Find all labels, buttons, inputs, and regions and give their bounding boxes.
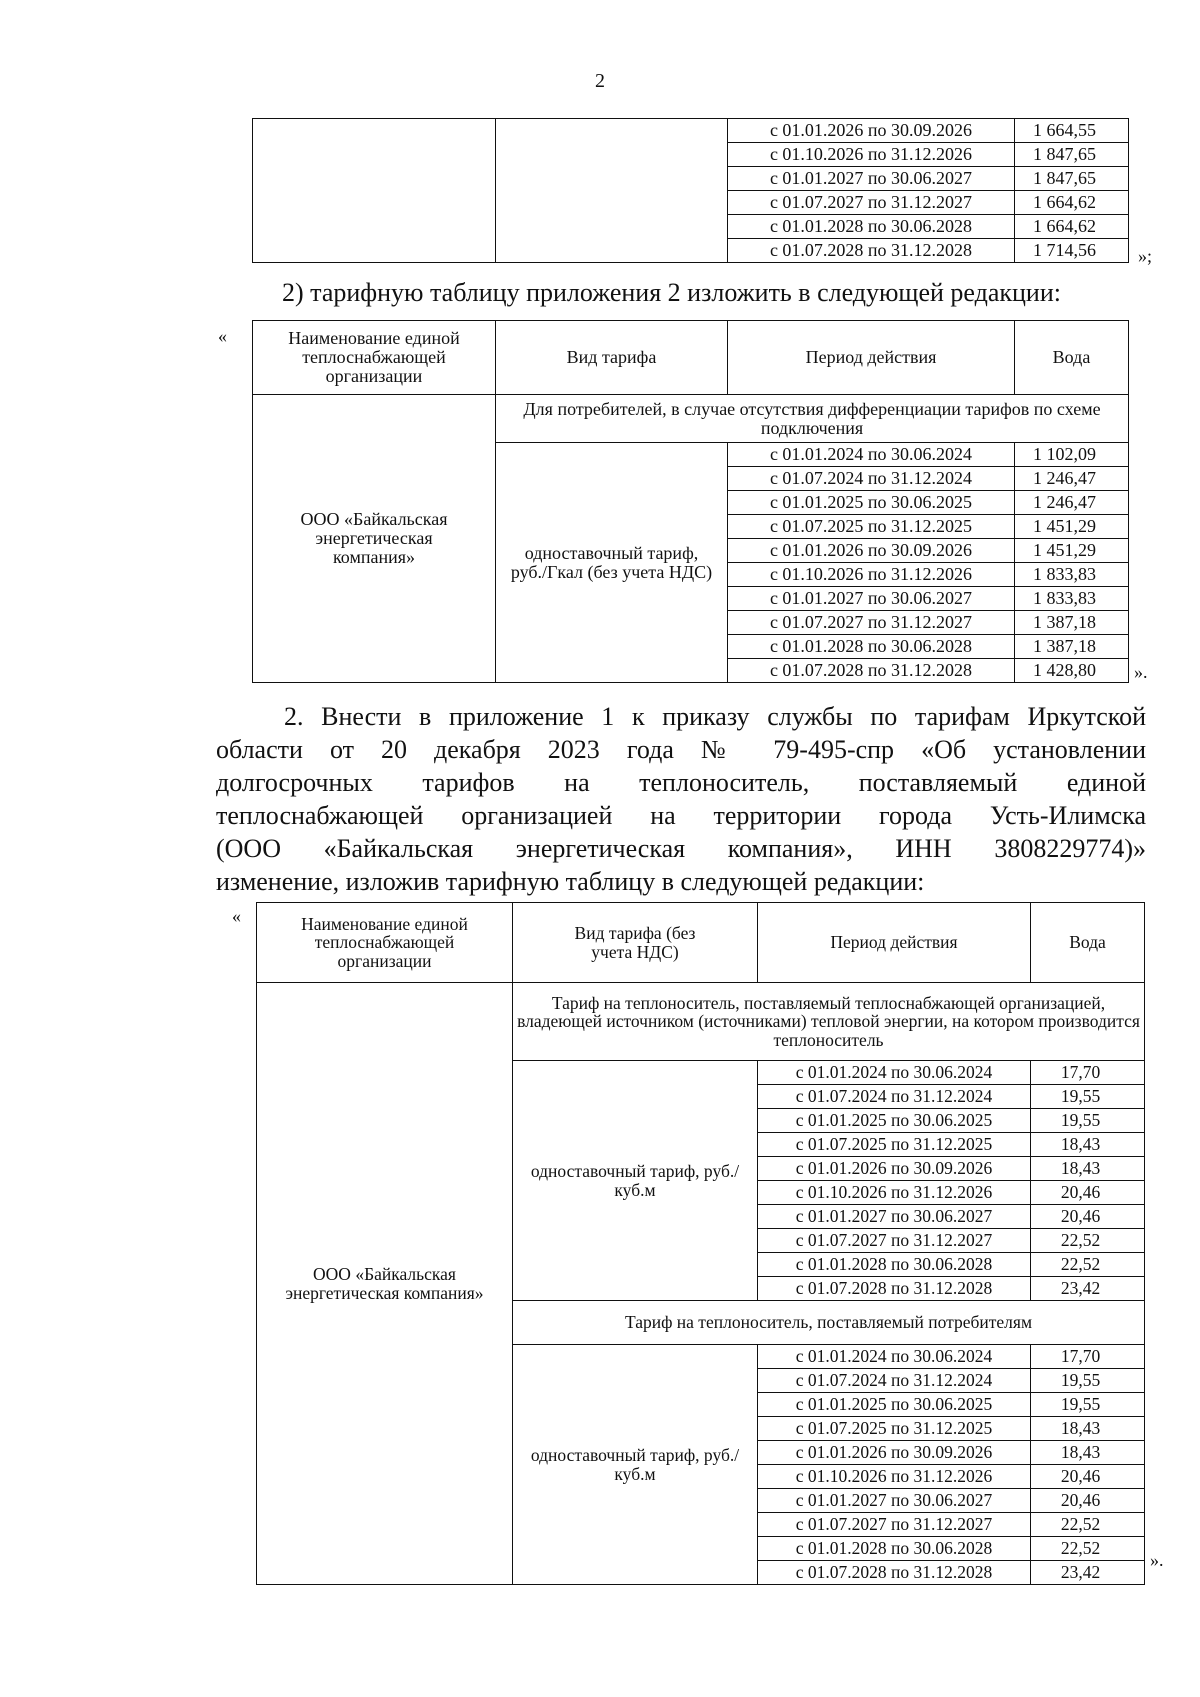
table2-value: 1 387,18 — [1015, 635, 1129, 659]
table2-value: 1 387,18 — [1015, 611, 1129, 635]
table1-value: 1 847,65 — [1015, 143, 1129, 167]
table3-period: с 01.07.2025 по 31.12.2025 — [758, 1417, 1031, 1441]
table2-header-tariff-type: Вид тарифа — [496, 321, 728, 395]
table3-header-tariff-type: Вид тарифа (без учета НДС) — [513, 903, 758, 983]
table1-body — [253, 119, 1129, 263]
table3-section-1-title: Тариф на теплоноситель, поставляемый теплоснабжающей организацией, владеющей источником (источниками) тепловой энергии, на котором производится теплоноситель — [513, 983, 1145, 1061]
paragraph-2-line: теплоснабжающей организацией на территории города Усть-Илимска — [216, 801, 1146, 830]
table3-period: с 01.01.2027 по 30.06.2027 — [758, 1489, 1031, 1513]
table3-org-name: ООО «Байкальская энергетическая компания» — [257, 983, 513, 1585]
table3-period: с 01.07.2024 по 31.12.2024 — [758, 1085, 1031, 1109]
table3-period: с 01.01.2026 по 30.09.2026 — [758, 1441, 1031, 1465]
table3-tariff-type-2: одноставочный тариф, руб./куб.м — [513, 1345, 758, 1585]
table2-org-name: ООО «Байкальская энергетическая компания» — [253, 395, 496, 683]
table3-period: с 01.01.2028 по 30.06.2028 — [758, 1537, 1031, 1561]
table2-period: с 01.10.2026 по 31.12.2026 — [728, 563, 1015, 587]
table2-period: с 01.07.2025 по 31.12.2025 — [728, 515, 1015, 539]
table1-org-cell — [253, 119, 496, 263]
table2-period: с 01.07.2028 по 31.12.2028 — [728, 659, 1015, 683]
table2-section-title: Для потребителей, в случае отсутствия дифференциации тарифов по схеме подключения — [496, 395, 1129, 443]
tariff-table-2 — [252, 320, 1129, 683]
table2-period: с 01.07.2027 по 31.12.2027 — [728, 611, 1015, 635]
table3-value: 22,52 — [1031, 1513, 1145, 1537]
table1-value: 1 664,62 — [1015, 191, 1129, 215]
paragraph-2-line: 2. Внести в приложение 1 к приказу службы по тарифам Иркутской — [284, 702, 1146, 731]
table3-period: с 01.01.2024 по 30.06.2024 — [758, 1061, 1031, 1085]
table3-period: с 01.01.2025 по 30.06.2025 — [758, 1393, 1031, 1417]
table3-header-period: Период действия — [758, 903, 1031, 983]
table1-tariff-cell — [496, 119, 728, 263]
table3-period: с 01.01.2027 по 30.06.2027 — [758, 1205, 1031, 1229]
table3-tariff-type-1: одноставочный тариф, руб./куб.м — [513, 1061, 758, 1301]
paragraph-2-line: изменение, изложив тарифную таблицу в следующей редакции: — [216, 867, 925, 896]
table1-value: 1 664,55 — [1015, 119, 1129, 143]
table3-value: 20,46 — [1031, 1205, 1145, 1229]
table3-value: 19,55 — [1031, 1393, 1145, 1417]
tariff-table-3 — [256, 902, 1145, 1585]
table1-value: 1 847,65 — [1015, 167, 1129, 191]
table3-value: 22,52 — [1031, 1229, 1145, 1253]
table2-period: с 01.01.2028 по 30.06.2028 — [728, 635, 1015, 659]
table2-closing-quote: ». — [1134, 662, 1148, 682]
table3-value: 17,70 — [1031, 1345, 1145, 1369]
page-number: 2 — [595, 70, 605, 92]
item2-heading: 2) тарифную таблицу приложения 2 изложить в следующей редакции: — [282, 278, 1061, 307]
table3-closing-quote: ». — [1150, 1550, 1164, 1570]
table3-period: с 01.07.2025 по 31.12.2025 — [758, 1133, 1031, 1157]
table3-period: с 01.07.2027 по 31.12.2027 — [758, 1513, 1031, 1537]
table3-value: 22,52 — [1031, 1253, 1145, 1277]
table3-value: 20,46 — [1031, 1465, 1145, 1489]
table3-value: 18,43 — [1031, 1157, 1145, 1181]
table3-period: с 01.01.2025 по 30.06.2025 — [758, 1109, 1031, 1133]
table2-value: 1 451,29 — [1015, 515, 1129, 539]
table3-body — [257, 903, 1145, 1585]
paragraph-2 — [216, 700, 1146, 898]
table2-period: с 01.01.2027 по 30.06.2027 — [728, 587, 1015, 611]
table3-value: 18,43 — [1031, 1133, 1145, 1157]
table2-header-water: Вода — [1015, 321, 1129, 395]
paragraph-2-line: долгосрочных тарифов на теплоноситель, поставляемый единой — [216, 768, 1146, 797]
table2-period: с 01.01.2024 по 30.06.2024 — [728, 443, 1015, 467]
tariff-table-continuation — [252, 118, 1129, 263]
table2-period: с 01.01.2025 по 30.06.2025 — [728, 491, 1015, 515]
table3-value: 20,46 — [1031, 1181, 1145, 1205]
table2-body — [253, 321, 1129, 683]
table2-value: 1 246,47 — [1015, 467, 1129, 491]
table3-section-2-title: Тариф на теплоноситель, поставляемый потребителям — [513, 1301, 1145, 1345]
paragraph-2-line: области от 20 декабря 2023 года № 79-495-спр «Об установлении — [216, 735, 1146, 764]
table1-closing-quote: »; — [1138, 246, 1153, 266]
table3-period: с 01.01.2024 по 30.06.2024 — [758, 1345, 1031, 1369]
table3-period: с 01.07.2027 по 31.12.2027 — [758, 1229, 1031, 1253]
table3-value: 23,42 — [1031, 1561, 1145, 1585]
table2-value: 1 451,29 — [1015, 539, 1129, 563]
table3-period: с 01.01.2026 по 30.09.2026 — [758, 1157, 1031, 1181]
table3-period: с 01.10.2026 по 31.12.2026 — [758, 1465, 1031, 1489]
table1-period: с 01.01.2028 по 30.06.2028 — [728, 215, 1015, 239]
table3-value: 20,46 — [1031, 1489, 1145, 1513]
table1-value: 1 664,62 — [1015, 215, 1129, 239]
table3-header-org: Наименование единой теплоснабжающей организации — [257, 903, 513, 983]
table3-period: с 01.07.2028 по 31.12.2028 — [758, 1561, 1031, 1585]
table3-period: с 01.01.2028 по 30.06.2028 — [758, 1253, 1031, 1277]
table3-header-water: Вода — [1031, 903, 1145, 983]
table2-period: с 01.01.2026 по 30.09.2026 — [728, 539, 1015, 563]
table3-value: 19,55 — [1031, 1085, 1145, 1109]
table2-value: 1 833,83 — [1015, 563, 1129, 587]
table2-header-org: Наименование единой теплоснабжающей организации — [253, 321, 496, 395]
table1-period: с 01.07.2028 по 31.12.2028 — [728, 239, 1015, 263]
table2-open-quote: « — [218, 326, 227, 346]
table3-period: с 01.07.2028 по 31.12.2028 — [758, 1277, 1031, 1301]
table2-value: 1 102,09 — [1015, 443, 1129, 467]
table2-value: 1 246,47 — [1015, 491, 1129, 515]
table2-tariff-type: одноставочный тариф, руб./Гкал (без учета НДС) — [496, 443, 728, 683]
table1-period: с 01.01.2026 по 30.09.2026 — [728, 119, 1015, 143]
table2-value: 1 833,83 — [1015, 587, 1129, 611]
table3-value: 18,43 — [1031, 1441, 1145, 1465]
table1-period: с 01.01.2027 по 30.06.2027 — [728, 167, 1015, 191]
table1-value: 1 714,56 — [1015, 239, 1129, 263]
table1-period: с 01.07.2027 по 31.12.2027 — [728, 191, 1015, 215]
table3-value: 19,55 — [1031, 1109, 1145, 1133]
table1-period: с 01.10.2026 по 31.12.2026 — [728, 143, 1015, 167]
paragraph-2-line: (ООО «Байкальская энергетическая компания», ИНН 3808229774)» — [216, 834, 1146, 863]
table2-period: с 01.07.2024 по 31.12.2024 — [728, 467, 1015, 491]
table3-value: 23,42 — [1031, 1277, 1145, 1301]
table2-header-period: Период действия — [728, 321, 1015, 395]
table3-value: 22,52 — [1031, 1537, 1145, 1561]
table3-value: 19,55 — [1031, 1369, 1145, 1393]
table3-period: с 01.07.2024 по 31.12.2024 — [758, 1369, 1031, 1393]
table2-value: 1 428,80 — [1015, 659, 1129, 683]
table3-value: 18,43 — [1031, 1417, 1145, 1441]
table3-open-quote: « — [232, 906, 241, 926]
table3-value: 17,70 — [1031, 1061, 1145, 1085]
table3-period: с 01.10.2026 по 31.12.2026 — [758, 1181, 1031, 1205]
